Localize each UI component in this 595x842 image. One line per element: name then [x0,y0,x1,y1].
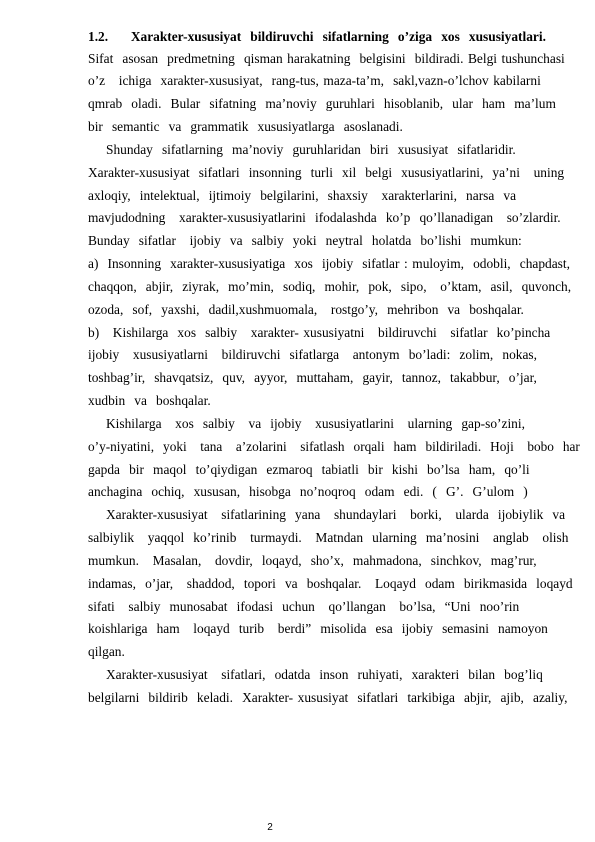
section-heading: 1.2. Xarakter-xususiyat bildiruvchi sifatlarning o’ziga xos xususiyatlari. [88,29,546,44]
paragraph-line: Sifat asosan predmetning qisman harakatning belgisini bildiradi. Belgi tushunchasi [88,51,565,66]
paragraph-line: Shunday sifatlarning ma’noviy guruhlaridan biri xususiyat sifatlaridir. [106,142,516,157]
paragraph-line: mavjudodning xarakter-xususiyatlarini ifodalashda ko’p qo’llanadigan so’zlardir. [88,210,561,225]
paragraph-line: koishlariga ham loqayd turib berdi” misolida esa ijobiy semasini namoyon [88,621,548,636]
list-item-b: b) Kishilarga xos salbiy xarakter- xususiyatni bildiruvchi sifatlar ko’pincha [88,325,551,340]
paragraph-line: axloqiy, intelektual, ijtimoiy belgilarini, shaxsiy xarakterlarini, narsa va [88,188,517,203]
paragraph-line: Kishilarga xos salbiy va ijobiy xususiyatlarini ularning gap-so’zini, [106,416,525,431]
page-number: 2 [267,822,273,833]
paragraph-line: mumkun. Masalan, dovdir, loqayd, sho’x, mahmadona, sinchkov, mag’rur, [88,553,537,568]
paragraph-line: sifati salbiy munosabat ifodasi uchun qo’llangan bo’lsa, “Uni noo’rin [88,599,520,614]
paragraph-line: toshbag’ir, shavqatsiz, quv, ayyor, muttaham, gayir, tannoz, takabbur, o’jar, [88,370,537,385]
paragraph-line: Xarakter-xususiyat sifatlari insonning turli xil belgi xususiyatlarini, ya’ni uning [88,165,565,180]
paragraph-line: anchagina ochiq, xususan, hisobga no’noqroq odam edi. ( G’. G’ulom ) [88,484,528,499]
paragraph-line: salbiylik yaqqol ko’rinib turmaydi. Matndan ularning ma’nosini anglab olish [88,530,569,545]
paragraph-line: ijobiy xususiyatlarni bildiruvchi sifatlarga antonym bo’ladi: zolim, nokas, [88,347,537,362]
paragraph-line: o’y-niyatini, yoki tana a’zolarini sifatlash orqali ham bildiriladi. Hoji bobo har [88,439,580,454]
paragraph-line: ozoda, sof, yaxshi, dadil,xushmuomala, rostgo’y, mehribon va boshqalar. [88,302,524,317]
paragraph-line: bir semantic va grammatik xususiyatlarga asoslanadi. [88,119,403,134]
paragraph-line: Xarakter-xususiyat sifatlari, odatda inson ruhiyati, xarakteri bilan bog’liq [106,667,543,682]
paragraph-line: qmrab oladi. Bular sifatning ma’noviy guruhlari hisoblanib, ular ham ma’lum [88,96,556,111]
list-item-a: a) Insonning xarakter-xususiyatiga xos ijobiy sifatlar : muloyim, odobli, chapdast, [88,256,570,271]
paragraph-line: indamas, o’jar, shaddod, topori va boshqalar. Loqayd odam birikmasida loqayd [88,576,573,591]
paragraph-line: gapda bir maqol to’qiydigan ezmaroq tabiatli bir kishi bo’lsa ham, qo’li [88,462,530,477]
paragraph-line: o’z ichiga xarakter-xususiyat, rang-tus, maza-ta’m, sakl,vazn-o’lchov kabilarni [88,73,541,88]
paragraph-line: Bunday sifatlar ijobiy va salbiy yoki neytral holatda bo’lishi mumkun: [88,233,522,248]
paragraph-line: belgilarni bildirib keladi. Xarakter- xususiyat sifatlari tarkibiga abjir, ajib, azaliy, [88,690,568,705]
paragraph-line: xudbin va boshqalar. [88,393,211,408]
paragraph-line: qilgan. [88,644,125,659]
paragraph-line: chaqqon, abjir, ziyrak, mo’min, sodiq, mohir, pok, sipo, o’ktam, asil, quvonch, [88,279,572,294]
paragraph-line: Xarakter-xususiyat sifatlarining yana shundaylari borki, ularda ijobiylik va [106,507,566,522]
